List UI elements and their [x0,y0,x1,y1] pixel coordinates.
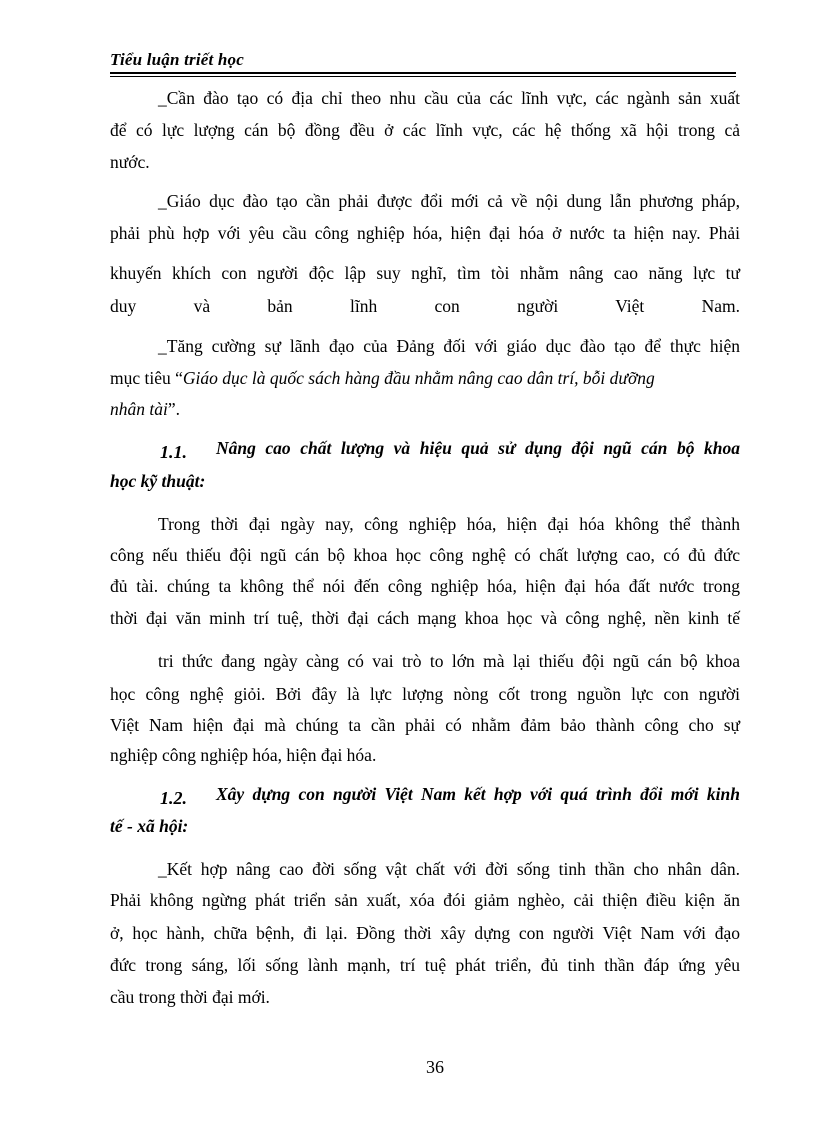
section-number: 1.1. [160,442,187,462]
paragraph-line: duy và bản lĩnh con người Việt Nam. [110,296,740,316]
section-heading: Xây dựng con người Việt Nam kết hợp với quá trình đổi mới kinh [216,784,740,804]
paragraph-line: công nếu thiếu đội ngũ cán bộ khoa học công nghệ có chất lượng cao, có đủ đức [110,545,740,565]
paragraph-line: nghiệp công nghiệp hóa, hiện đại hóa. [110,745,377,765]
paragraph-line: Trong thời đại ngày nay, công nghiệp hóa, hiện đại hóa không thể thành [158,514,740,534]
paragraph-line: khuyến khích con người độc lập suy nghĩ, tìm tòi nhằm nâng cao năng lực tư [110,263,740,283]
quote-italic: nhân tài [110,399,168,419]
paragraph-line: thời đại văn minh trí tuệ, thời đại cách mạng khoa học và công nghệ, nền kinh tế [110,608,740,628]
section-heading-continued: học kỹ thuật: [110,471,206,491]
paragraph-line: ở, học hành, chữa bệnh, đi lại. Đồng thời xây dựng con người Việt Nam với đạo [110,923,740,943]
paragraph-line: học công nghệ giỏi. Bởi đây là lực lượng nòng cốt trong nguồn lực con người [110,684,740,704]
paragraph-line: đức trong sáng, lối sống lành mạnh, trí tuệ phát triển, đủ tinh thần đáp ứng yêu [110,955,740,975]
section-number: 1.2. [160,788,187,808]
paragraph-line: Phải không ngừng phát triển sản xuất, xóa đói giảm nghèo, cải thiện điều kiện ăn [110,890,740,910]
paragraph-line: nước. [110,152,150,172]
header-rule-thick [110,72,736,74]
page-number: 36 [426,1057,444,1077]
paragraph-line: phải phù hợp với yêu cầu công nghiệp hóa, hiện đại hóa ở nước ta hiện nay. Phải [110,223,740,243]
header-rule-thin [110,76,736,77]
paragraph-line: _Kết hợp nâng cao đời sống vật chất với đời sống tinh thần cho nhân dân. [158,859,740,879]
paragraph-line: đủ tài. chúng ta không thể nói đến công nghiệp hóa, hiện đại hóa đất nước trong [110,576,740,596]
quote-italic: Giáo dục là quốc sách hàng đầu nhằm nâng cao dân trí, bỗi dưỡng [182,368,655,388]
paragraph-line: _Tăng cường sự lãnh đạo của Đảng đối với giáo dục đào tạo để thực hiện [158,336,740,356]
section-heading: Nâng cao chất lượng và hiệu quả sử dụng đội ngũ cán bộ khoa [216,438,740,458]
paragraph-line: _Giáo dục đào tạo cần phải được đổi mới cả về nội dung lẫn phương pháp, [158,191,740,211]
paragraph-line: cầu trong thời đại mới. [110,987,270,1007]
page-header-title: Tiểu luận triết học [110,50,244,69]
paragraph-line [110,366,740,390]
paragraph-line: tri thức đang ngày càng có vai trò to lớn mà lại thiếu đội ngũ cán bộ khoa [158,651,740,671]
paragraph-line: _Cần đào tạo có địa chỉ theo nhu cầu của các lĩnh vực, các ngành sản xuất [158,88,740,108]
paragraph-line: để có lực lượng cán bộ đồng đều ở các lĩnh vực, các hệ thống xã hội trong cả [110,120,740,140]
quote-open: mục tiêu “ [110,368,183,388]
paragraph-line: Việt Nam hiện đại mà chúng ta cần phải có nhằm đảm bảo thành công cho sự [110,715,740,735]
quote-close: ”. [167,399,181,419]
section-heading-continued: tế - xã hội: [110,816,189,836]
paragraph-line [110,397,740,421]
